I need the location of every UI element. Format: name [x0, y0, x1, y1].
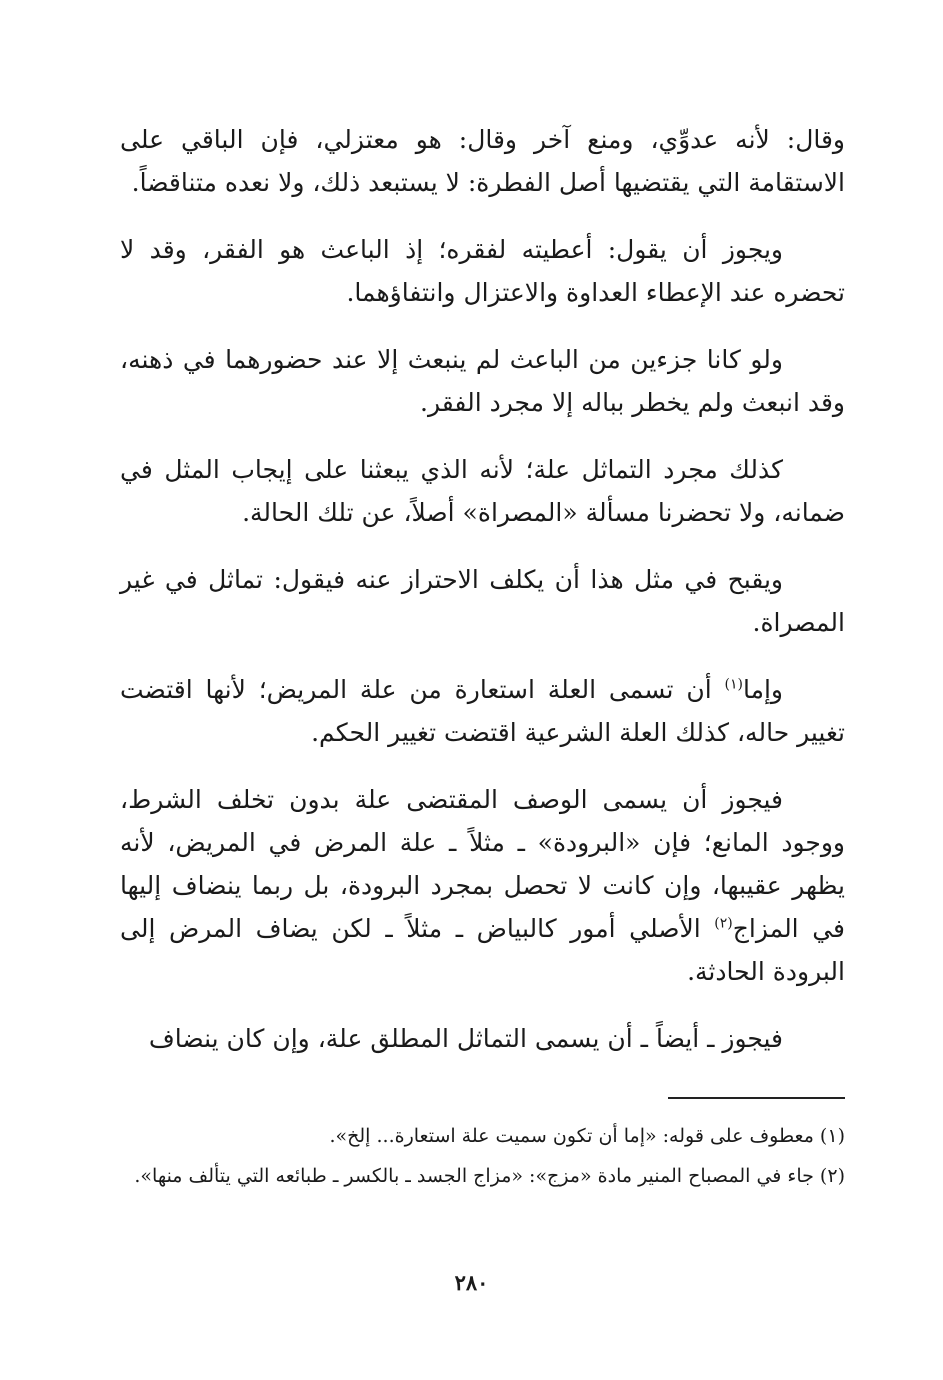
footnote-ref-1[interactable]: (١) — [724, 676, 743, 693]
paragraph-3: ولو كانا جزءين من الباعث لم ينبعث إلا عند حضورهما في ذهنه، وقد انبعث ولم يخطر بباله إلا مجرد الفقر. — [120, 345, 845, 417]
paragraph-6-start: وإما — [742, 675, 783, 704]
paragraph-7 — [120, 778, 845, 993]
paragraph-5: ويقبح في مثل هذا أن يكلف الاحتراز عنه فيقول: تماثل في غير المصراة. — [120, 565, 845, 637]
footnotes — [120, 1118, 845, 1198]
footnote-1: (١) معطوف على قوله: «إما أن تكون سميت علة استعارة... إلخ». — [329, 1125, 845, 1147]
paragraph-6-rest: أن تسمى العلة استعارة من علة المريض؛ لأنها اقتضت تغيير حاله، كذلك العلة الشرعية اقتضت تغيير الحكم. — [120, 675, 845, 747]
footnote-ref-2[interactable]: (٢) — [714, 915, 733, 932]
paragraph-7-start: فيجوز أن يسمى الوصف المقتضى علة بدون تخلف الشرط، ووجود المانع؛ فإن «البرودة» ـ مثلاً ـ علة المرض في المريض، لأنه يظهر عقيبها، وإن كانت لا تحصل بمجرد البرودة، بل ربما ينضاف إليها في المزاج — [120, 785, 845, 943]
paragraph-2: ويجوز أن يقول: أعطيته لفقره؛ إذ الباعث هو الفقر، وقد لا تحضره عند الإعطاء العداوة والاعتزال وانتفاؤهما. — [120, 235, 845, 307]
footnote-2: (٢) جاء في المصباح المنير مادة «مزج»: «مزاج الجسد ـ بالكسر ـ طبائعه التي يتألف منها». — [134, 1165, 845, 1187]
paragraph-1: وقال: لأنه عدوِّي، ومنع آخر وقال: هو معتزلي، فإن الباقي على الاستقامة التي يقتضيها أصل الفطرة: لا يستبعد ذلك، ولا نعده متناقضاً. — [120, 125, 845, 197]
page-number: ٢٨٠ — [454, 1270, 489, 1295]
paragraph-4: كذلك مجرد التماثل علة؛ لأنه الذي يبعثنا على إيجاب المثل في ضمانه، ولا تحضرنا مسألة «المصراة» أصلاً، عن تلك الحالة. — [120, 455, 845, 527]
paragraph-6 — [120, 668, 845, 754]
paragraph-7-rest: الأصلي أمور كالبياض ـ مثلاً ـ لكن يضاف المرض إلى البرودة الحادثة. — [120, 914, 845, 986]
footnote-separator — [668, 1097, 845, 1099]
paragraph-8: فيجوز ـ أيضاً ـ أن يسمى التماثل المطلق علة، وإن كان ينضاف — [148, 1024, 783, 1053]
